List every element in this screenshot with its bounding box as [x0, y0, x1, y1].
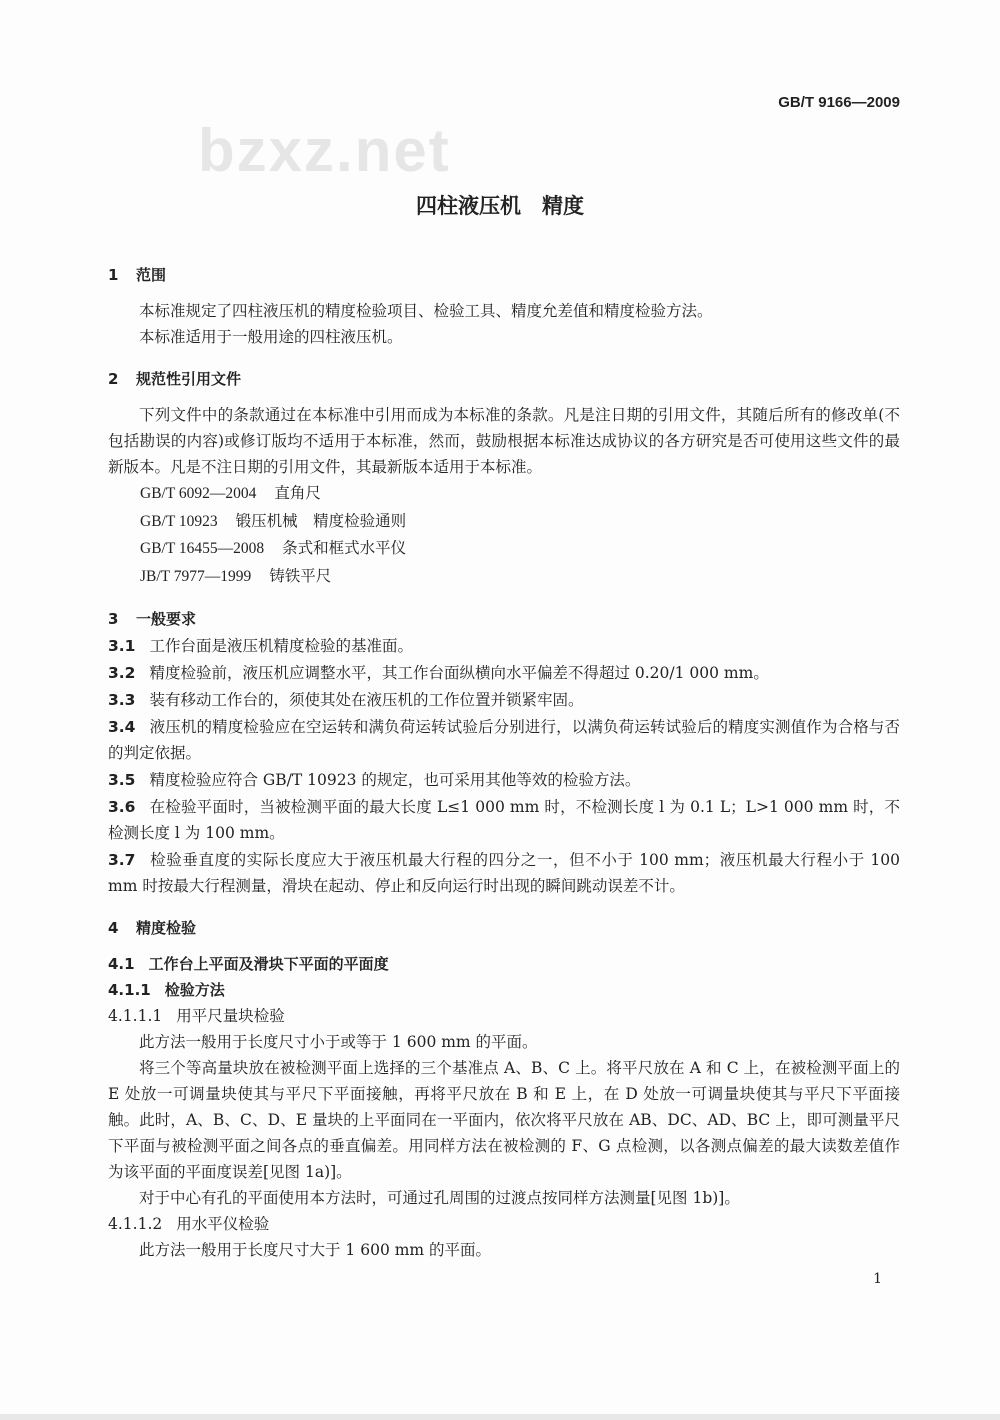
heading-4-1: 4.1 工作台上平面及滑块下平面的平面度 [108, 955, 389, 973]
section-2-heading: 2 规范性引用文件 [108, 370, 242, 388]
clause-3-5: 3.5 精度检验应符合 GB/T 10923 的规定，也可采用其他等效的检验方法。 [108, 771, 641, 789]
clause-3-1: 3.1 工作台面是液压机精度检验的基准面。 [108, 637, 413, 655]
reference-item: JB/T 7977—1999 铸铁平尺 [140, 566, 332, 585]
page-number: 1 [873, 1271, 882, 1287]
paragraph: 将三个等高量块放在被检测平面上选择的三个基准点 A、B、C 上。将平尺放在 A 和 C 上，在被检测平面上的 E 处放一可调量块使其与平尺下平面接触，再将平尺放在 B 和 E 上，在 D 处放一可调量块使其与平尺下平面接触。此时，A、B、C、D、E 量块的上平面同在一平面内，依次将平尺放在 AB、DC、AD、BC 上，即可测量平尺下平面与被检测平面之间各点的垂直偏差。用同样方法在被检测的 F、G 点检测，以各测点偏差的最大读数差值作为该平面的平面度误差[见图 1a)]。 [108, 1059, 900, 1181]
section-3-heading: 3 一般要求 [108, 610, 197, 628]
clause-3-7: 3.7 检验垂直度的实际长度应大于液压机最大行程的四分之一，但不小于 100 mm；液压机最大行程小于 100 mm 时按最大行程测量，滑块在起动、停止和反向运行时出现的瞬间跳动误差不计。 [108, 851, 900, 895]
paragraph: 本标准适用于一般用途的四柱液压机。 [139, 328, 403, 346]
paragraph: 此方法一般用于长度尺寸大于 1 600 mm 的平面。 [139, 1241, 492, 1259]
paragraph: 本标准规定了四柱液压机的精度检验项目、检验工具、精度允差值和精度检验方法。 [139, 302, 713, 320]
paragraph: 对于中心有孔的平面使用本方法时，可通过孔周围的过渡点按同样方法测量[见图 1b)]。 [139, 1189, 740, 1207]
heading-4-1-1-1: 4.1.1.1 用平尺量块检验 [108, 1007, 285, 1025]
clause-3-6: 3.6 在检验平面时，当被检测平面的最大长度 L≤1 000 mm 时，不检测长度 l 为 0.1 L；L>1 000 mm 时，不检测长度 l 为 100 mm。 [108, 798, 900, 842]
reference-item: GB/T 10923 锻压机械 精度检验通则 [140, 511, 407, 530]
watermark: bzxz.net [198, 117, 451, 184]
section-1-heading: 1 范围 [108, 266, 167, 284]
heading-4-1-1: 4.1.1 检验方法 [108, 981, 225, 999]
document-title: 四柱液压机 精度 [416, 194, 584, 218]
clause-3-4: 3.4 液压机的精度检验应在空运转和满负荷运转试验后分别进行，以满负荷运转试验后的精度实测值作为合格与否的判定依据。 [108, 718, 900, 762]
page-edge [0, 1414, 1000, 1420]
heading-4-1-1-2: 4.1.1.2 用水平仪检验 [108, 1215, 270, 1233]
standard-number: GB/T 9166—2009 [778, 94, 900, 111]
clause-3-2: 3.2 精度检验前，液压机应调整水平，其工作台面纵横向水平偏差不得超过 0.20/1 000 mm。 [108, 664, 769, 682]
reference-item: GB/T 16455—2008 条式和框式水平仪 [140, 539, 407, 557]
document-body [108, 262, 900, 1289]
reference-item: GB/T 6092—2004 直角尺 [140, 484, 321, 502]
section-4-heading: 4 精度检验 [108, 919, 197, 937]
paragraph: 此方法一般用于长度尺寸小于或等于 1 600 mm 的平面。 [139, 1033, 538, 1051]
clause-3-3: 3.3 装有移动工作台的，须使其处在液压机的工作位置并锁紧牢固。 [108, 691, 584, 709]
paragraph: 下列文件中的条款通过在本标准中引用而成为本标准的条款。凡是注日期的引用文件，其随后所有的修改单(不包括勘误的内容)或修订版均不适用于本标准，然而，鼓励根据本标准达成协议的各方研究是否可使用这些文件的最新版本。凡是不注日期的引用文件，其最新版本适用于本标准。 [108, 406, 900, 476]
